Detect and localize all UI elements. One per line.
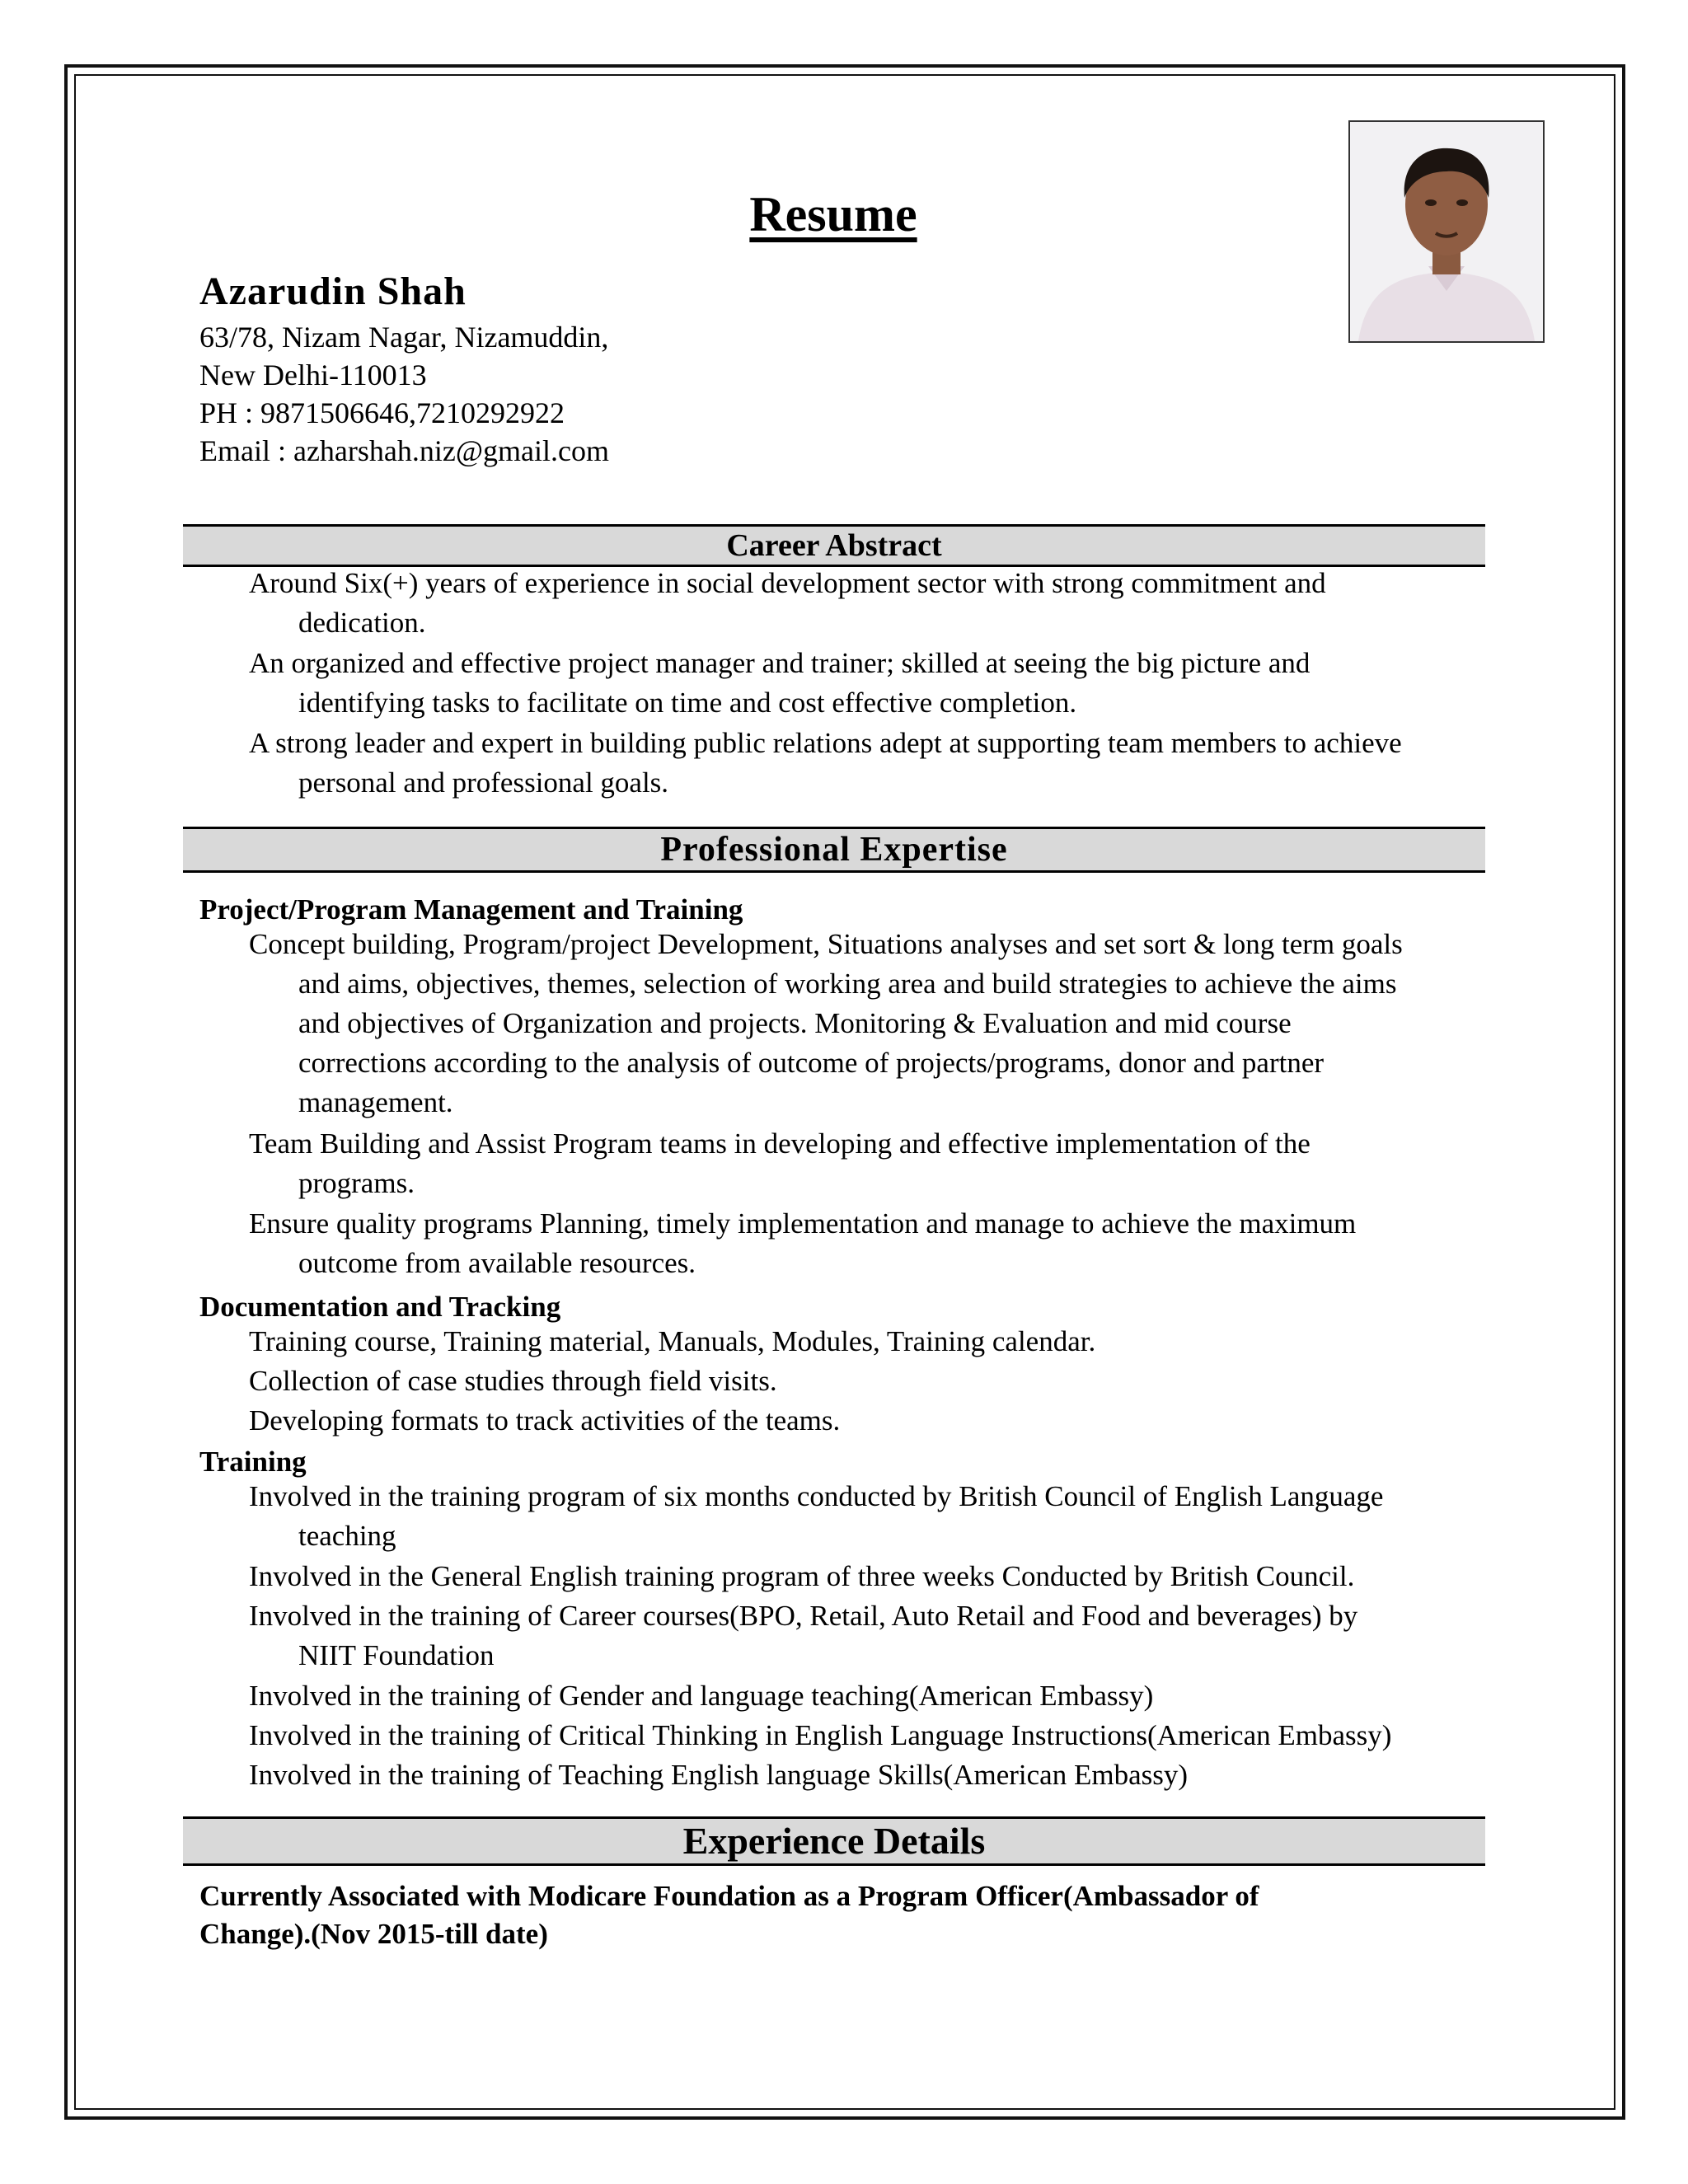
section-heading: Career Abstract — [726, 528, 942, 563]
address-line-1: 63/78, Nizam Nagar, Nizamuddin, — [199, 321, 609, 354]
list-item: Involved in the training program of six months conducted by British Council of English Language teaching — [249, 1480, 1384, 1552]
list-item: A strong leader and expert in building public relations adept at supporting team members to achieve personal and professional goals. — [249, 727, 1402, 799]
list-item: Involved in the training of Critical Thinking in English Language Instructions(American Embassy) — [249, 1719, 1392, 1751]
phone-line: PH : 9871506646,7210292922 — [199, 396, 565, 429]
section-heading: Professional Expertise — [660, 831, 1008, 869]
current-position: Currently Associated with Modicare Foundation as a Program Officer(Ambassador of Change).(Nov 2015-till date) — [199, 1880, 1259, 1950]
list-item: Involved in the General English training program of three weeks Conducted by British Council. — [249, 1560, 1355, 1592]
list-item: Collection of case studies through field visits. — [249, 1365, 777, 1397]
list-item: Involved in the training of Career courses(BPO, Retail, Auto Retail and Food and beverages) by NIIT Foundation — [249, 1600, 1358, 1671]
subheading-documentation: Documentation and Tracking — [199, 1291, 561, 1323]
list-item: Involved in the training of Gender and language teaching(American Embassy) — [249, 1680, 1154, 1712]
list-item: Developing formats to track activities of the teams. — [249, 1404, 841, 1436]
list-item: Concept building, Program/project Development, Situations analyses and set sort & long term goals and aims, objectives, themes, selection of working area and build strategies to achieve the aims and objectives of Organization and projects. Monitoring & Evaluation and mid course corrections according to the analysis of outcome of projects/programs, donor and partner management. — [249, 928, 1403, 1118]
subheading-training: Training — [199, 1446, 307, 1478]
list-item: Around Six(+) years of experience in social development sector with strong commitment and dedication. — [249, 567, 1326, 639]
section-experience-details — [183, 1816, 1485, 1866]
list-item: Involved in the training of Teaching English language Skills(American Embassy) — [249, 1759, 1189, 1791]
page-title: Resume — [749, 187, 917, 241]
list-item: Team Building and Assist Program teams in developing and effective implementation of the programs. — [249, 1127, 1311, 1199]
candidate-name: Azarudin Shah — [199, 269, 467, 313]
section-professional-expertise — [183, 827, 1485, 873]
section-career-abstract — [183, 524, 1485, 567]
list-item: Training course, Training material, Manuals, Modules, Training calendar. — [249, 1325, 1096, 1357]
list-item: An organized and effective project manager and trainer; skilled at seeing the big picture and identifying tasks to facilitate on time and cost effective completion. — [249, 647, 1311, 719]
subheading-program-management: Project/Program Management and Training — [199, 893, 743, 926]
list-item: Ensure quality programs Planning, timely implementation and manage to achieve the maximum outcome from available resources. — [249, 1207, 1357, 1279]
section-heading: Experience Details — [682, 1820, 986, 1862]
email-line: Email : azharshah.niz@gmail.com — [199, 434, 609, 467]
address-line-2: New Delhi-110013 — [199, 359, 427, 391]
